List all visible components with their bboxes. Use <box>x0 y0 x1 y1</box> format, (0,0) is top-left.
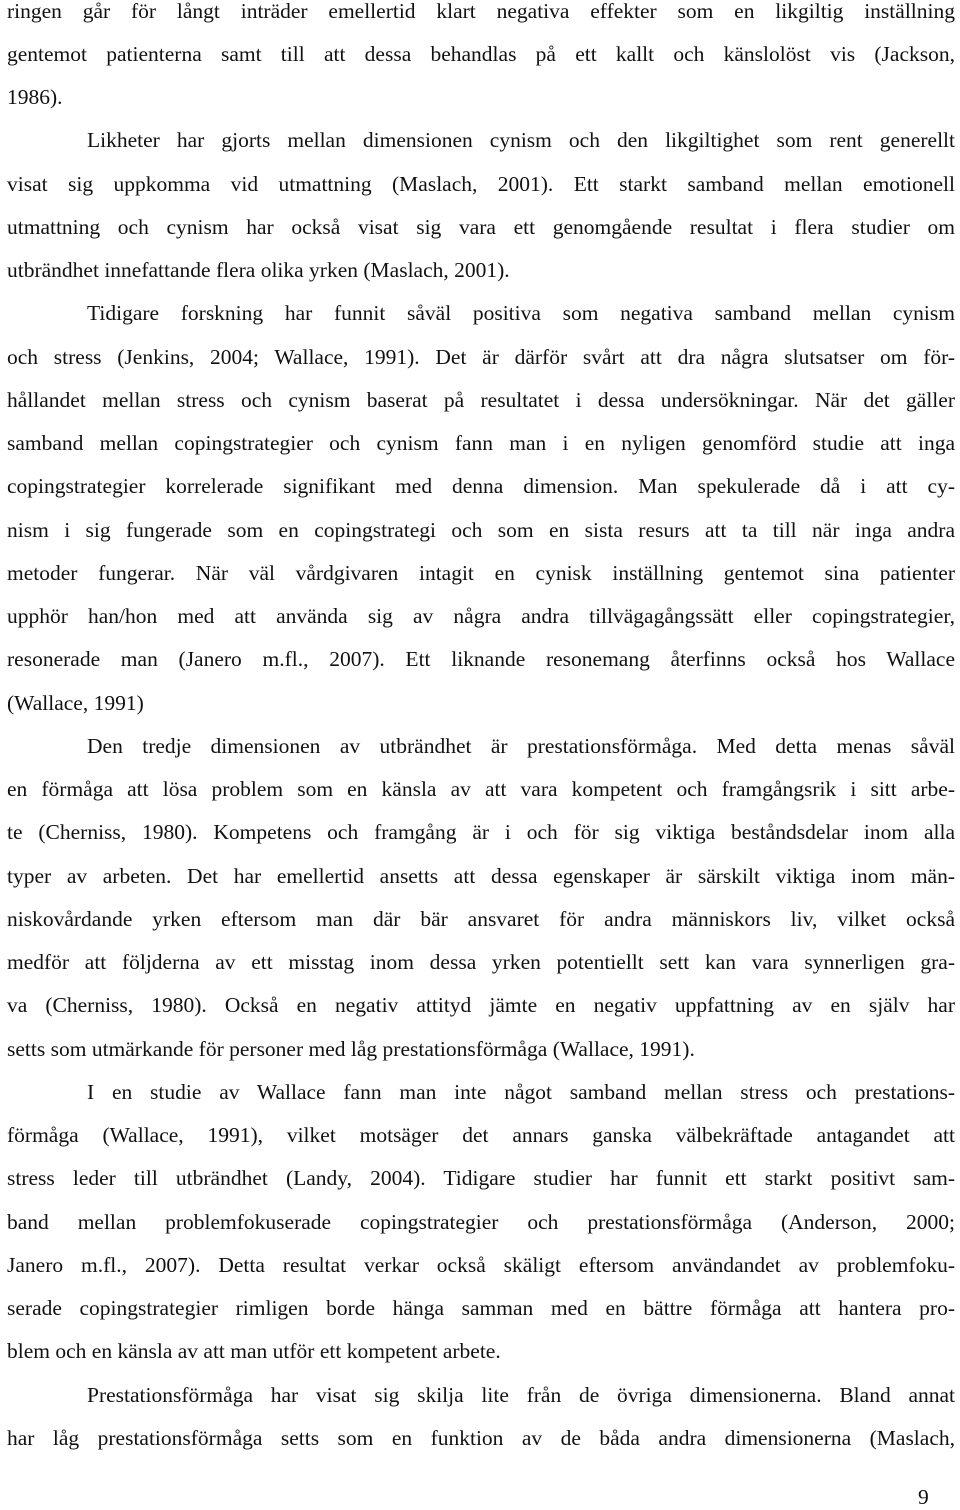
text-line: förmåga (Wallace, 1991), vilket motsäger det annars ganska välbekräftade antagandet att <box>7 1123 955 1147</box>
text-line: stress leder till utbrändhet (Landy, 2004). Tidigare studier har funnit ett starkt positivt sam- <box>7 1166 955 1190</box>
text-line: ringen går för långt inträder emellertid klart negativa effekter som en likgiltig inställning <box>7 0 955 23</box>
text-line: blem och en känsla av att man utför ett kompetent arbete. <box>7 1339 501 1363</box>
text-line: utmattning och cynism har också visat sig vara ett genomgående resultat i flera studier om <box>7 215 955 239</box>
text-line: va (Cherniss, 1980). Också en negativ attityd jämte en negativ uppfattning av en själv har <box>7 993 955 1017</box>
text-line: hållandet mellan stress och cynism baserat på resultatet i dessa undersökningar. När det gäller <box>7 388 955 412</box>
text-line: upphör han/hon med att använda sig av några andra tillvägagångssätt eller copingstrategier, <box>7 604 955 628</box>
page-number: 9 <box>918 1485 929 1509</box>
text-line: setts som utmärkande för personer med låg prestationsförmåga (Wallace, 1991). <box>7 1037 695 1061</box>
text-line: Janero m.fl., 2007). Detta resultat verkar också skäligt eftersom användandet av problemfoku- <box>7 1253 955 1277</box>
text-line: gentemot patienterna samt till att dessa behandlas på ett kallt och känslolöst vis (Jackson, <box>7 42 955 66</box>
text-line: nism i sig fungerade som en copingstrategi och som en sista resurs att ta till när inga andra <box>7 518 955 542</box>
text-line: typer av arbeten. Det har emellertid ansetts att dessa egenskaper är särskilt viktiga inom män- <box>7 864 955 888</box>
text-line: resonerade man (Janero m.fl., 2007). Ett liknande resonemang återfinns också hos Wallace <box>7 647 955 671</box>
text-line: medför att följderna av ett misstag inom dessa yrken potentiellt sett kan vara synnerligen gra- <box>7 950 955 974</box>
text-line: serade copingstrategier rimligen borde hänga samman med en bättre förmåga att hantera pro- <box>7 1296 955 1320</box>
text-line: niskovårdande yrken eftersom man där bär ansvaret för andra människors liv, vilket också <box>7 907 955 931</box>
text-line: samband mellan copingstrategier och cynism fann man i en nyligen genomförd studie att inga <box>7 431 955 455</box>
text-line: 1986). <box>7 85 63 109</box>
text-line: har låg prestationsförmåga setts som en funktion av de båda andra dimensionerna (Maslach, <box>7 1426 955 1450</box>
text-line: Prestationsförmåga har visat sig skilja lite från de övriga dimensionerna. Bland annat <box>87 1383 955 1407</box>
text-line: och stress (Jenkins, 2004; Wallace, 1991). Det är därför svårt att dra några slutsatser om för- <box>7 345 955 369</box>
text-line: copingstrategier korrelerade signifikant med denna dimension. Man spekulerade då i att cy- <box>7 474 955 498</box>
text-line: metoder fungerar. När väl vårdgivaren intagit en cynisk inställning gentemot sina patienter <box>7 561 955 585</box>
text-line: te (Cherniss, 1980). Kompetens och framgång är i och för sig viktiga beståndsdelar inom alla <box>7 820 955 844</box>
text-line: Tidigare forskning har funnit såväl positiva som negativa samband mellan cynism <box>87 301 955 325</box>
text-line: band mellan problemfokuserade copingstrategier och prestationsförmåga (Anderson, 2000; <box>7 1210 955 1234</box>
text-line: (Wallace, 1991) <box>7 691 144 715</box>
text-line: utbrändhet innefattande flera olika yrken (Maslach, 2001). <box>7 258 510 282</box>
text-line: en förmåga att lösa problem som en känsla av att vara kompetent och framgångsrik i sitt arbe- <box>7 777 955 801</box>
text-line: Den tredje dimensionen av utbrändhet är prestationsförmåga. Med detta menas såväl <box>87 734 955 758</box>
text-line: visat sig uppkomma vid utmattning (Maslach, 2001). Ett starkt samband mellan emotionell <box>7 172 955 196</box>
text-line: I en studie av Wallace fann man inte något samband mellan stress och prestations- <box>87 1080 955 1104</box>
text-line: Likheter har gjorts mellan dimensionen cynism och den likgiltighet som rent generellt <box>87 128 955 152</box>
